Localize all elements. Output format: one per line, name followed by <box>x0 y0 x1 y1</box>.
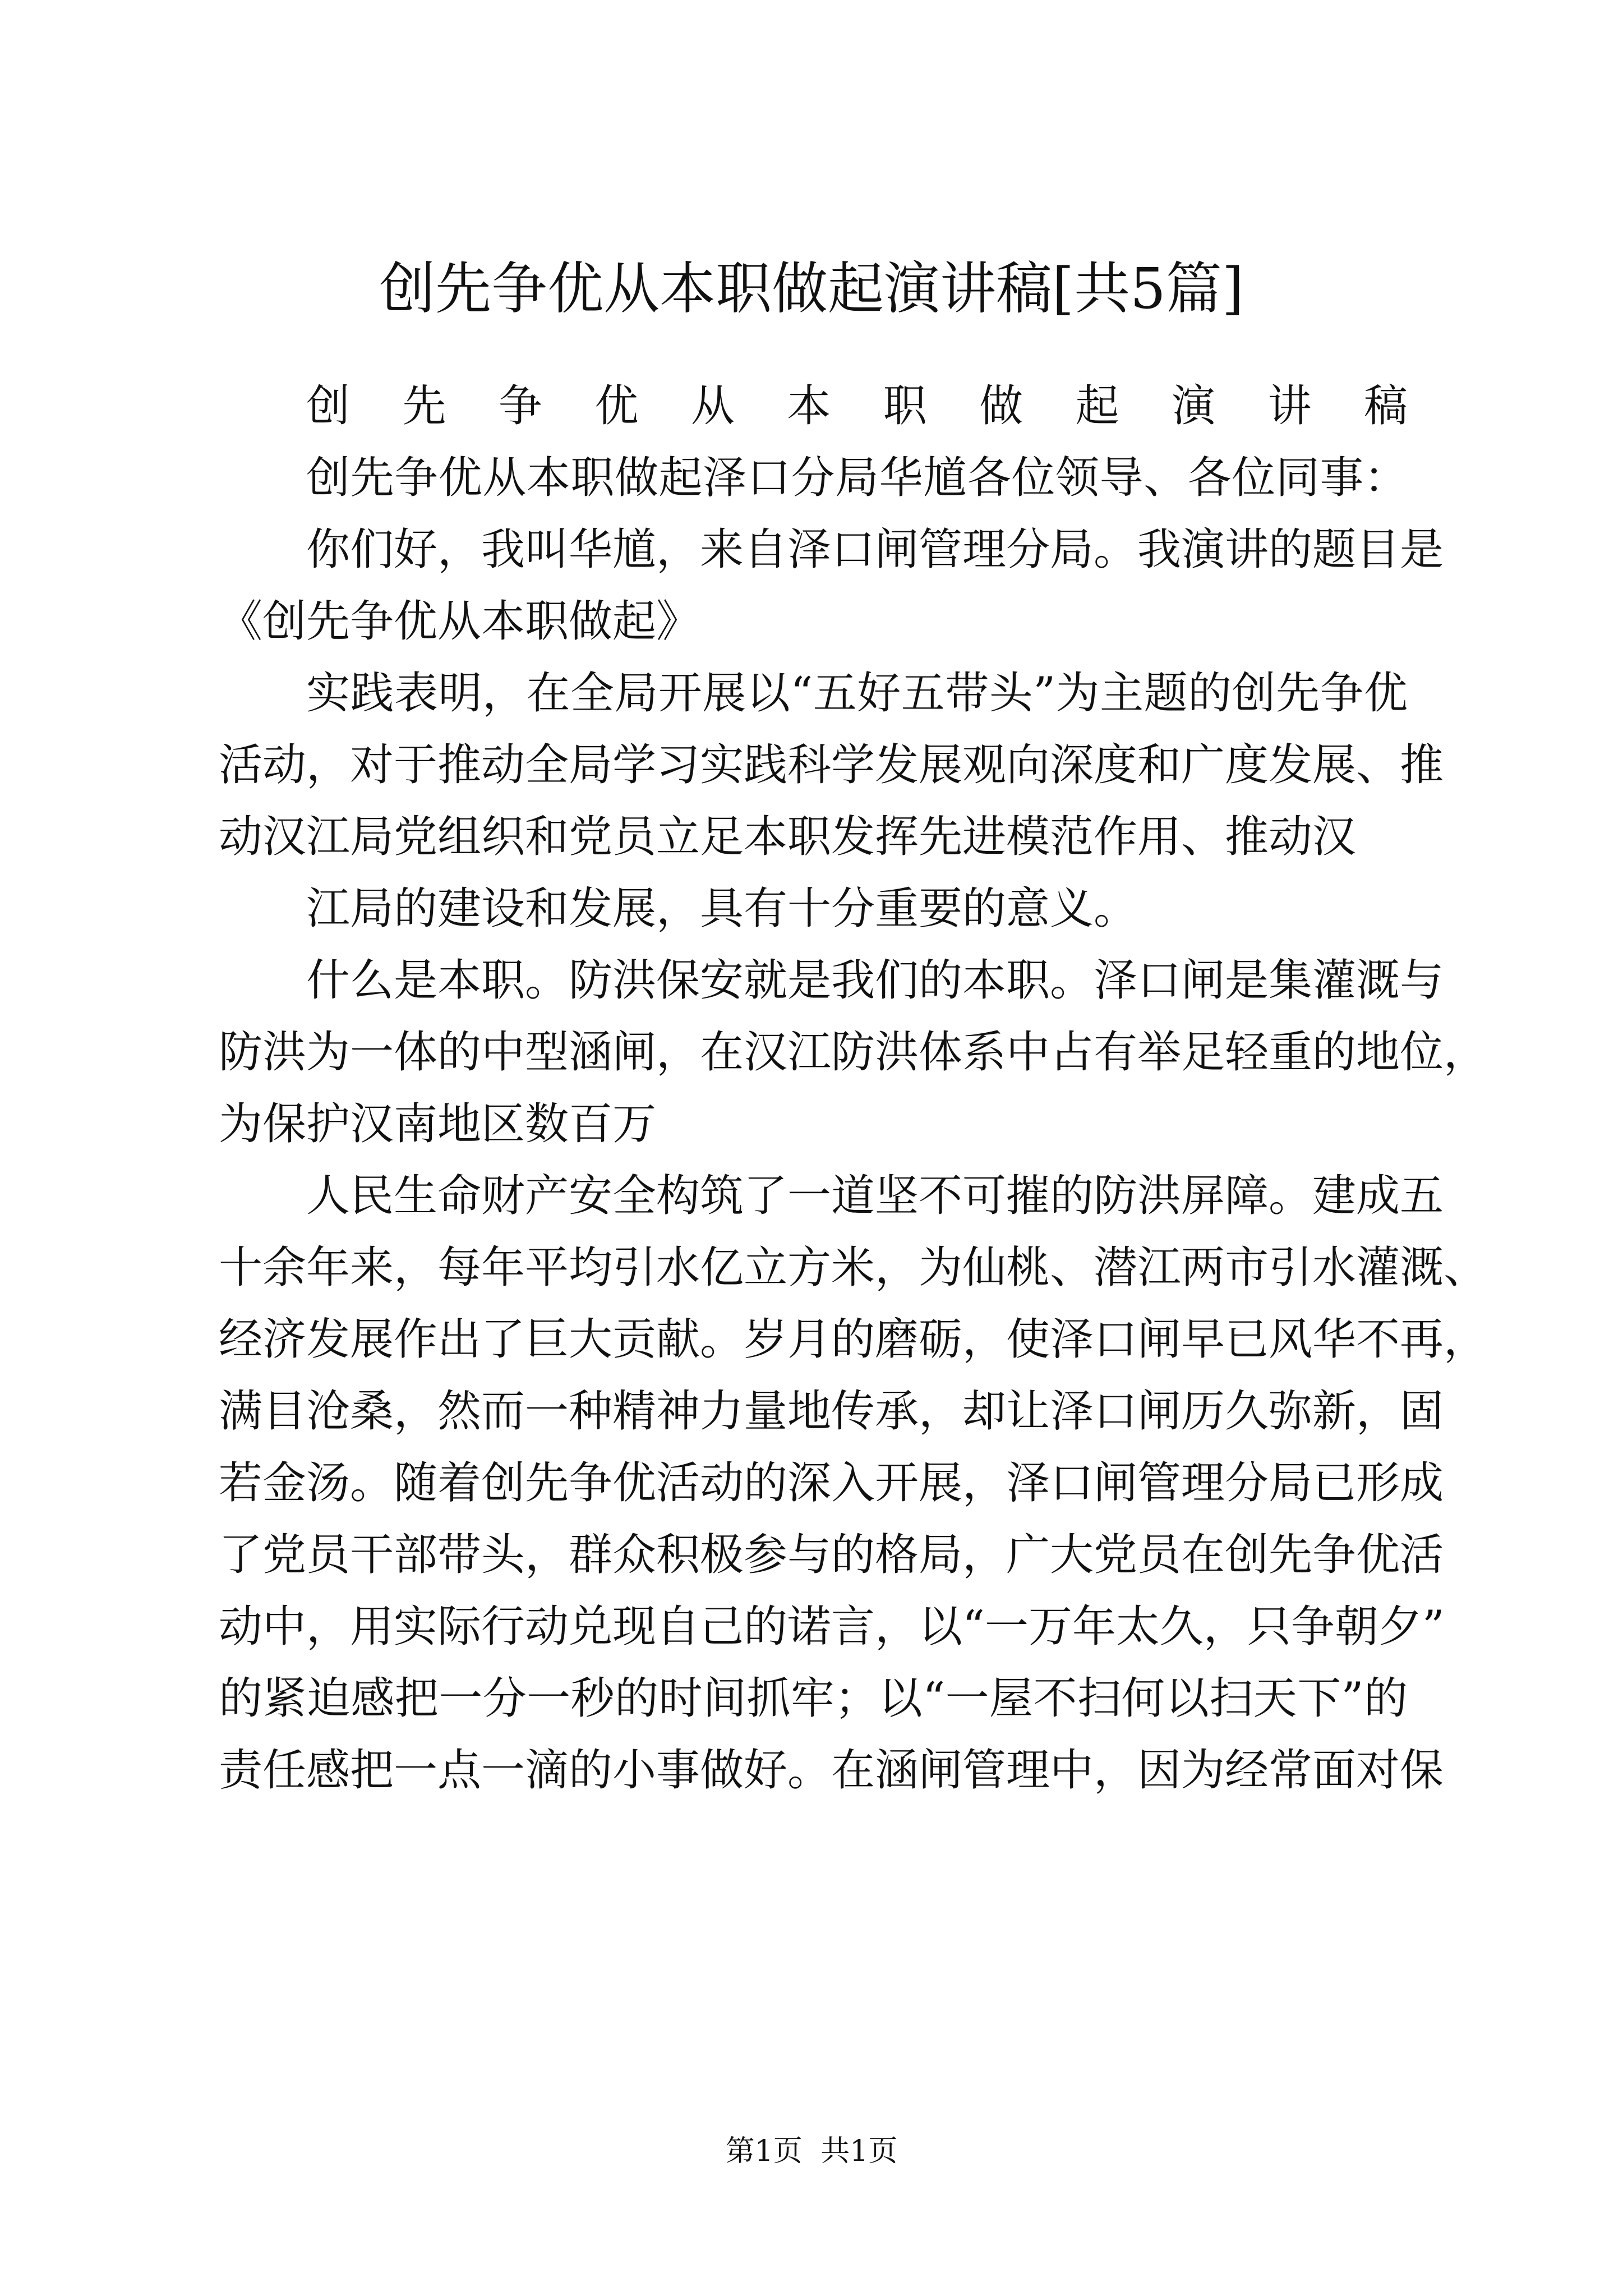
document-title: 创先争优从本职做起演讲稿[共5篇] <box>379 256 1244 321</box>
text-line: 了党员干部带头，群众积极参与的格局，广大党员在创先争优活 <box>219 1530 1444 1580</box>
text-line: 动中，用实际行动兑现自己的诺言，以“一万年太久，只争朝夕” <box>219 1602 1445 1652</box>
text-line: 经济发展作出了巨大贡献。岁月的磨砺，使泽口闸早已风华不再， <box>219 1314 1488 1365</box>
text-line: 活动，对于推动全局学习实践科学发展观向深度和广度发展、推 <box>219 740 1444 790</box>
text-line: 为保护汉南地区数百万 <box>219 1099 657 1149</box>
text-line: 十余年来，每年平均引水亿立方米，为仙桃、潜江两市引水灌溉、 <box>219 1243 1488 1293</box>
text-line: 若金汤。随着创先争优活动的深入开展，泽口闸管理分局已形成 <box>219 1458 1444 1508</box>
text-line: 你们好，我叫华馗，来自泽口闸管理分局。我演讲的题目是 <box>306 524 1444 575</box>
text-line: 创先争优从本职做起泽口分局华馗各位领导、各位同事： <box>306 453 1408 503</box>
text-line: 的紧迫感把一分一秒的时间抓牢；以“一屋不扫何以扫天下”的 <box>219 1673 1408 1724</box>
page-total: 共1页 <box>820 2134 898 2168</box>
page-footer <box>0 2132 1623 2171</box>
text-line: 什么是本职。防洪保安就是我们的本职。泽口闸是集灌溉与 <box>306 955 1444 1006</box>
text-line: 创先争优从本职做起演讲稿 <box>306 381 1408 431</box>
text-line: 责任感把一点一滴的小事做好。在涵闸管理中，因为经常面对保 <box>219 1745 1444 1796</box>
text-line: 人民生命财产安全构筑了一道坚不可摧的防洪屏障。建成五 <box>306 1171 1444 1221</box>
text-line: 动汉江局党组织和党员立足本职发挥先进模范作用、推动汉 <box>219 812 1357 862</box>
text-line: 江局的建设和发展，具有十分重要的意义。 <box>306 884 1138 934</box>
text-line: 满目沧桑，然而一种精神力量地传承，却让泽口闸历久弥新，固 <box>219 1386 1444 1437</box>
page-number: 第1页 <box>725 2134 803 2168</box>
text-line: 实践表明，在全局开展以“五好五带头”为主题的创先争优 <box>306 668 1408 719</box>
text-line: 《创先争优从本职做起》 <box>219 596 700 647</box>
text-line: 防洪为一体的中型涵闸，在汉江防洪体系中占有举足轻重的地位， <box>219 1027 1488 1078</box>
document-body <box>219 370 1488 1806</box>
